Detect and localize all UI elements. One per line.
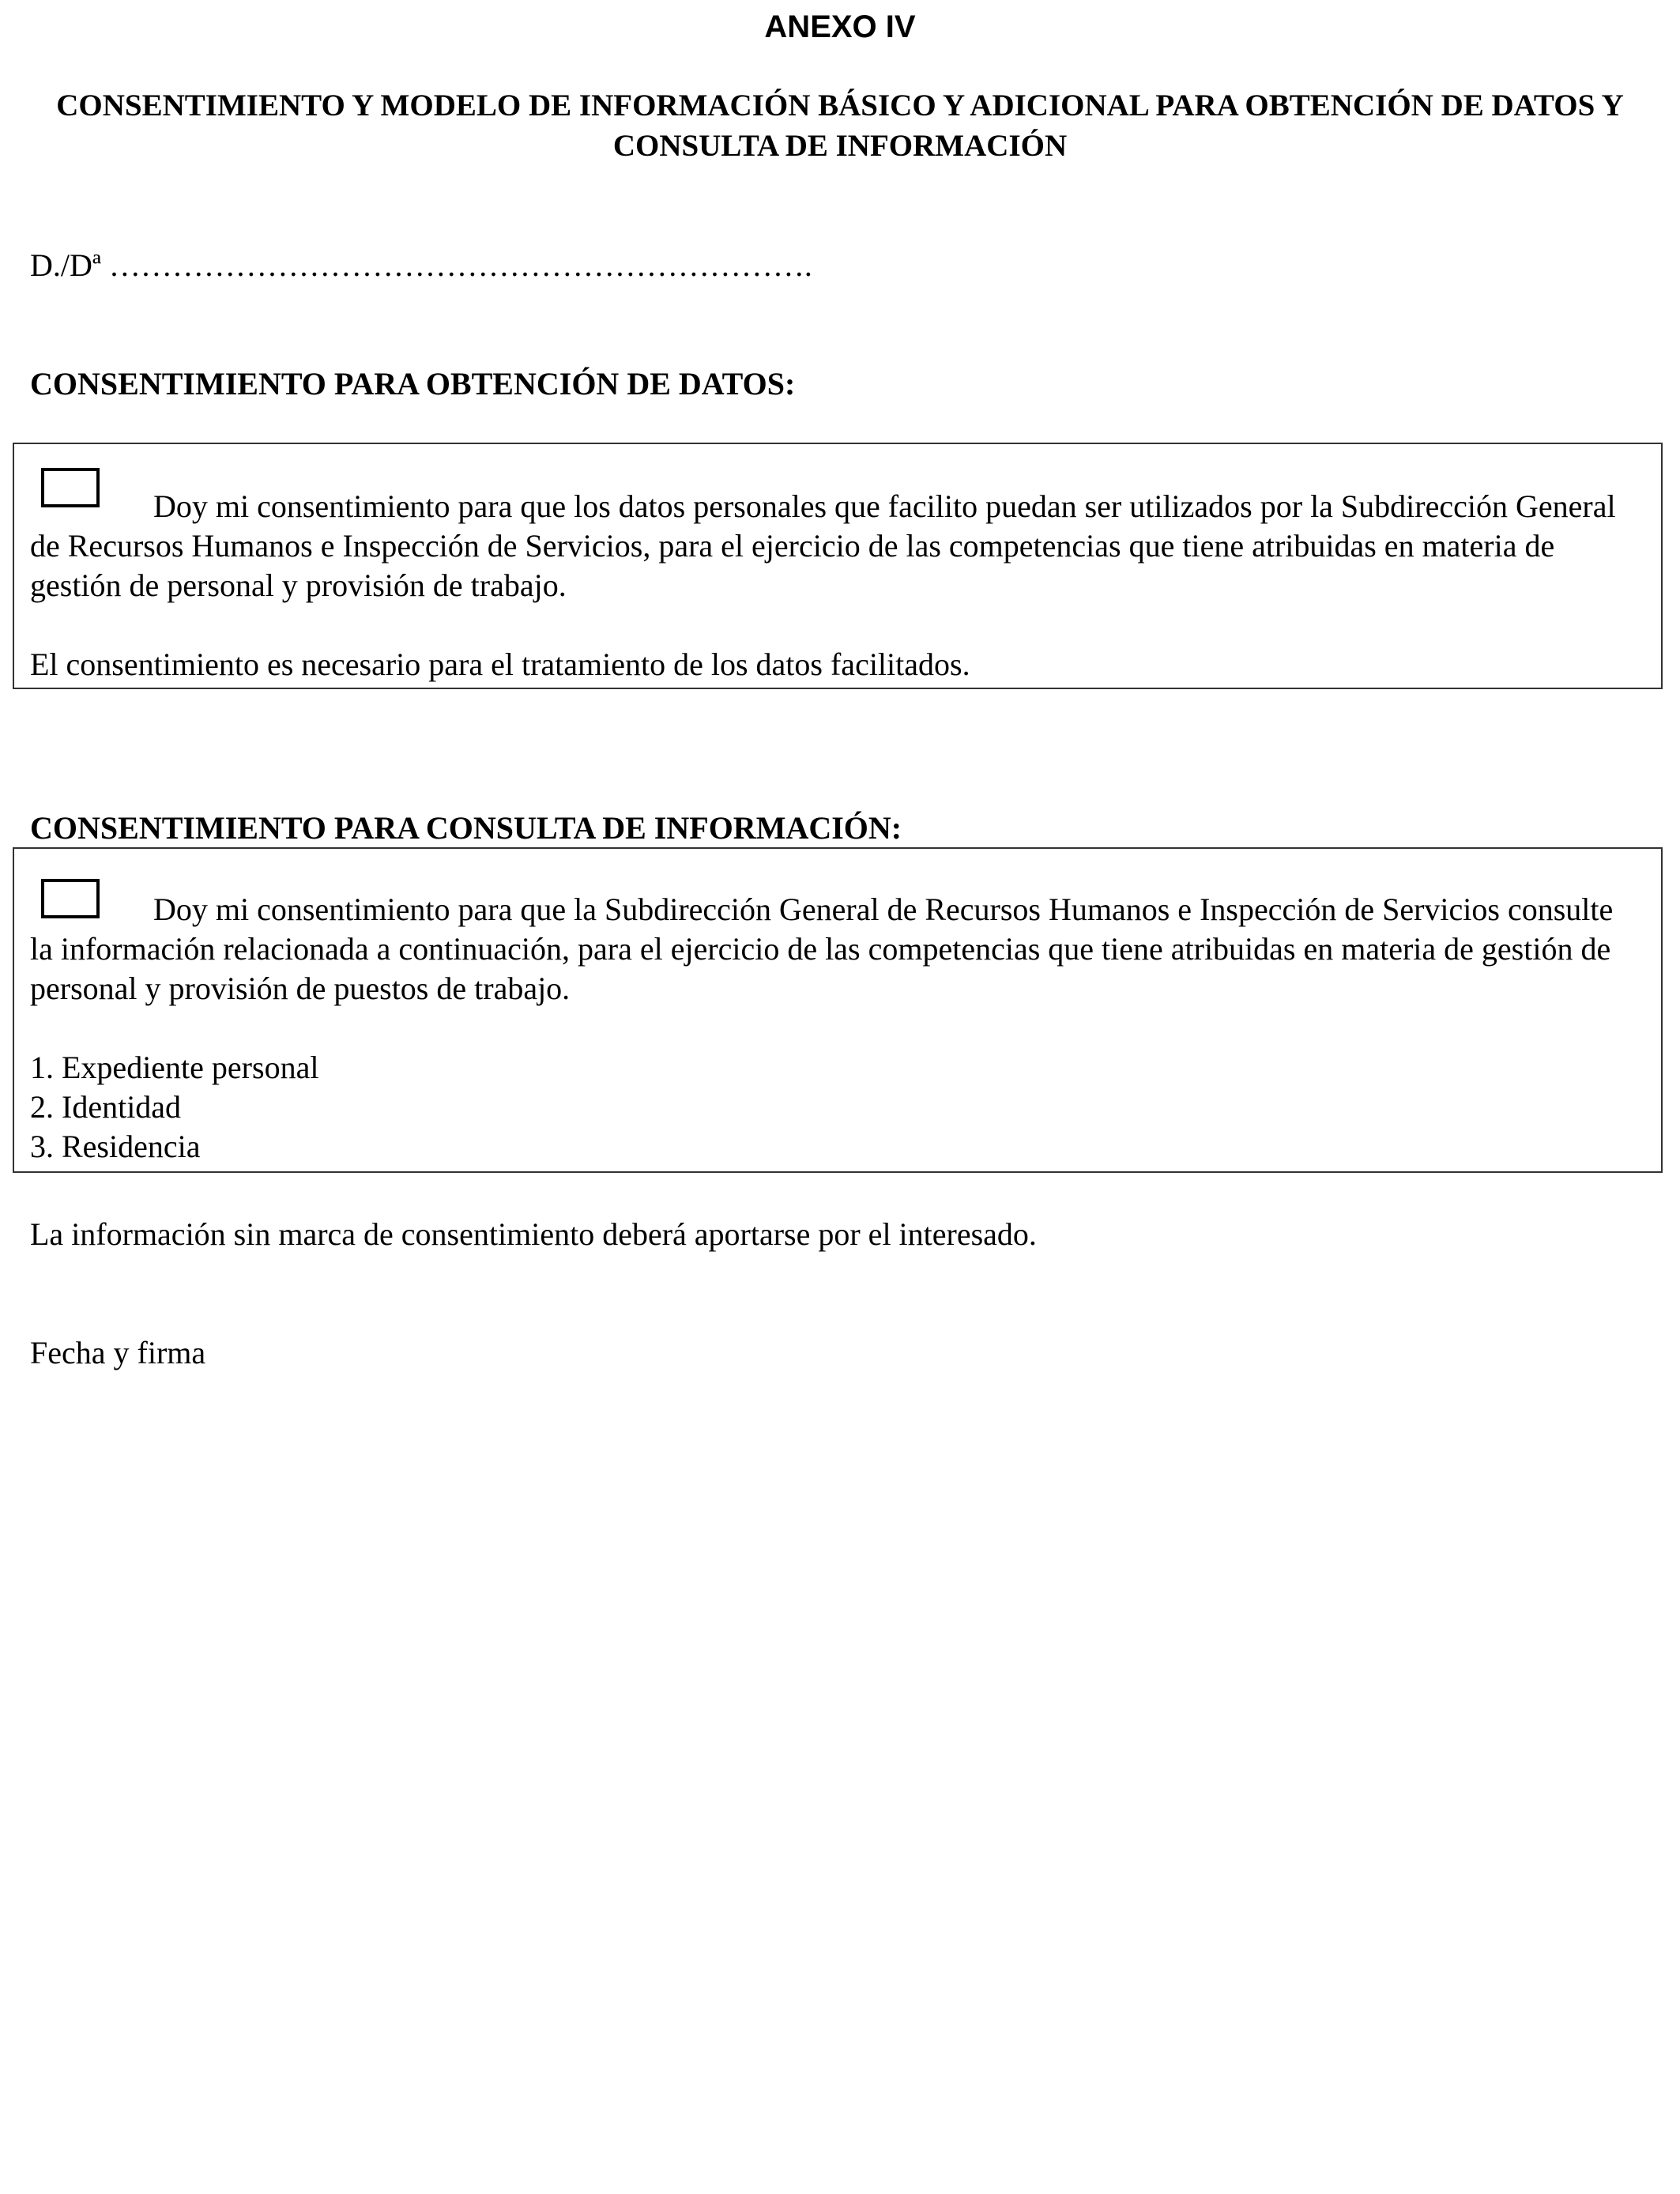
list-item: 1. Expediente personal [30, 1050, 319, 1085]
signature-label: Fecha y firma [30, 1335, 206, 1370]
info-consent-heading: CONSENTIMIENTO PARA CONSULTA DE INFORMACIÓN: [30, 810, 902, 846]
data-consent-heading: CONSENTIMIENTO PARA OBTENCIÓN DE DATOS: [30, 366, 796, 401]
name-field[interactable]: D./Dª …………………………………………………………. [30, 247, 812, 283]
info-items-list [30, 1048, 1642, 1167]
data-consent-box [13, 443, 1663, 689]
footer-note: La información sin marca de consentimiento deberá aportarse por el interesado. [30, 1216, 1037, 1252]
info-consent-text-block [30, 890, 1642, 1167]
data-consent-note: El consentimiento es necesario para el tratamiento de los datos facilitados. [30, 647, 970, 682]
annex-title: ANEXO IV [764, 9, 916, 44]
info-consent-text: Doy mi consentimiento para que la Subdirección General de Recursos Humanos e Inspección de Servicios consulte la información relacionada a continuación, para el ejercicio de las competencias que tiene atribuidas en materia de gestión de personal y provisión de puestos de trabajo. [30, 892, 1614, 1006]
data-consent-text-block [30, 487, 1642, 684]
data-consent-text: Doy mi consentimiento para que los datos personales que facilito puedan ser utilizados por la Subdirección General de Recursos Humanos e Inspección de Servicios, para el ejercicio de las competencias que tiene atribuidas en materia de gestión de personal y provisión de trabajo. [30, 488, 1616, 603]
list-item: 2. Identidad [30, 1089, 182, 1125]
list-item: 3. Residencia [30, 1129, 201, 1164]
document-title: CONSENTIMIENTO Y MODELO DE INFORMACIÓN BÁSICO Y ADICIONAL PARA OBTENCIÓN DE DATOS Y CONSULTA DE INFORMACIÓN [56, 89, 1624, 163]
info-consent-box [13, 847, 1663, 1173]
